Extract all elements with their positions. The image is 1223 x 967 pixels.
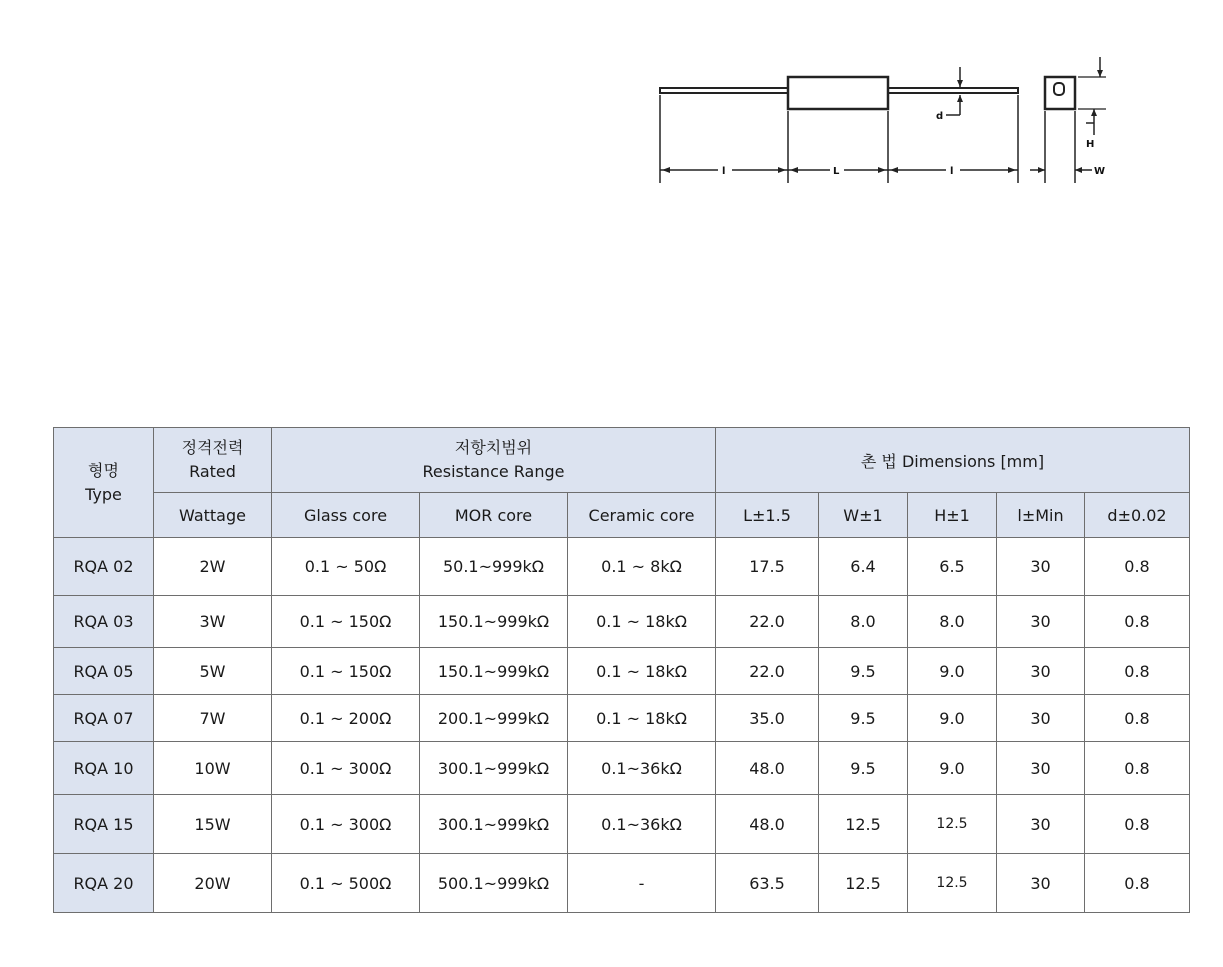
cell-glass-core: 0.1 ~ 150Ω bbox=[272, 648, 420, 695]
cell-l: 30 bbox=[997, 648, 1085, 695]
table-row bbox=[54, 742, 1190, 795]
resistor-dimension-diagram bbox=[650, 55, 1120, 195]
cell-d: 0.8 bbox=[1085, 795, 1190, 854]
cell-W: 12.5 bbox=[819, 854, 908, 913]
header-range-ko: 저항치범위 bbox=[454, 438, 533, 457]
spec-table bbox=[53, 427, 1190, 913]
cell-type: RQA 15 bbox=[54, 795, 154, 854]
cell-wattage: 3W bbox=[154, 596, 272, 648]
cell-mor-core: 200.1~999kΩ bbox=[420, 695, 568, 742]
cell-L: 63.5 bbox=[716, 854, 819, 913]
cell-wattage: 15W bbox=[154, 795, 272, 854]
lead-length-left-label: l bbox=[722, 166, 726, 177]
cell-ceramic-core: 0.1 ~ 18kΩ bbox=[568, 596, 716, 648]
cell-mor-core: 50.1~999kΩ bbox=[420, 538, 568, 596]
cell-type: RQA 03 bbox=[54, 596, 154, 648]
cell-H: 9.0 bbox=[908, 742, 997, 795]
cell-ceramic-core: 0.1 ~ 18kΩ bbox=[568, 695, 716, 742]
cell-H: 12.5 bbox=[908, 795, 997, 854]
cell-W: 9.5 bbox=[819, 648, 908, 695]
cell-H: 12.5 bbox=[908, 854, 997, 913]
cell-d: 0.8 bbox=[1085, 648, 1190, 695]
cell-wattage: 20W bbox=[154, 854, 272, 913]
cell-mor-core: 150.1~999kΩ bbox=[420, 648, 568, 695]
header-wattage-en-2: Wattage bbox=[154, 493, 272, 538]
header-mor-core: MOR core bbox=[420, 493, 568, 538]
header-wattage-en-1: Rated bbox=[189, 462, 236, 481]
header-l: l±Min bbox=[997, 493, 1085, 538]
cell-glass-core: 0.1 ~ 150Ω bbox=[272, 596, 420, 648]
header-type-en: Type bbox=[85, 484, 122, 504]
header-wattage bbox=[154, 428, 272, 493]
cell-l: 30 bbox=[997, 795, 1085, 854]
cell-d: 0.8 bbox=[1085, 538, 1190, 596]
cell-type: RQA 10 bbox=[54, 742, 154, 795]
resistor-drawing bbox=[650, 55, 1120, 195]
cell-mor-core: 150.1~999kΩ bbox=[420, 596, 568, 648]
cell-type: RQA 20 bbox=[54, 854, 154, 913]
cell-W: 9.5 bbox=[819, 695, 908, 742]
cell-l: 30 bbox=[997, 854, 1085, 913]
header-ceramic-core: Ceramic core bbox=[568, 493, 716, 538]
cell-W: 8.0 bbox=[819, 596, 908, 648]
cell-d: 0.8 bbox=[1085, 695, 1190, 742]
header-W: W±1 bbox=[819, 493, 908, 538]
cell-W: 6.4 bbox=[819, 538, 908, 596]
cell-ceramic-core: 0.1 ~ 18kΩ bbox=[568, 648, 716, 695]
cell-l: 30 bbox=[997, 742, 1085, 795]
end-view-lead bbox=[1054, 83, 1064, 95]
cell-H: 9.0 bbox=[908, 695, 997, 742]
height-label: H bbox=[1086, 139, 1095, 150]
cell-d: 0.8 bbox=[1085, 854, 1190, 913]
cell-wattage: 5W bbox=[154, 648, 272, 695]
cell-l: 30 bbox=[997, 538, 1085, 596]
cell-mor-core: 300.1~999kΩ bbox=[420, 795, 568, 854]
cell-type: RQA 05 bbox=[54, 648, 154, 695]
header-dimensions: 촌 법 Dimensions [mm] bbox=[716, 428, 1190, 493]
cell-mor-core: 300.1~999kΩ bbox=[420, 742, 568, 795]
cell-glass-core: 0.1 ~ 500Ω bbox=[272, 854, 420, 913]
cell-L: 22.0 bbox=[716, 648, 819, 695]
cell-W: 12.5 bbox=[819, 795, 908, 854]
cell-L: 22.0 bbox=[716, 596, 819, 648]
cell-ceramic-core: - bbox=[568, 854, 716, 913]
cell-type: RQA 07 bbox=[54, 695, 154, 742]
cell-ceramic-core: 0.1~36kΩ bbox=[568, 742, 716, 795]
resistor-body bbox=[788, 77, 888, 109]
cell-H: 8.0 bbox=[908, 596, 997, 648]
cell-glass-core: 0.1 ~ 300Ω bbox=[272, 795, 420, 854]
diameter-label: d bbox=[936, 111, 944, 122]
body-length-label: L bbox=[833, 166, 840, 177]
header-range-en: Resistance Range bbox=[422, 462, 565, 481]
table-row bbox=[54, 795, 1190, 854]
header-d: d±0.02 bbox=[1085, 493, 1190, 538]
table-row bbox=[54, 695, 1190, 742]
header-type-ko: 형명 bbox=[88, 460, 119, 480]
cell-glass-core: 0.1 ~ 300Ω bbox=[272, 742, 420, 795]
table-row bbox=[54, 854, 1190, 913]
cell-glass-core: 0.1 ~ 200Ω bbox=[272, 695, 420, 742]
header-wattage-ko: 정격전력 bbox=[181, 438, 244, 457]
left-lead bbox=[660, 88, 790, 93]
cell-ceramic-core: 0.1 ~ 8kΩ bbox=[568, 538, 716, 596]
cell-mor-core: 500.1~999kΩ bbox=[420, 854, 568, 913]
lead-length-right-label: l bbox=[950, 166, 954, 177]
cell-wattage: 2W bbox=[154, 538, 272, 596]
cell-l: 30 bbox=[997, 596, 1085, 648]
cell-L: 48.0 bbox=[716, 795, 819, 854]
cell-l: 30 bbox=[997, 695, 1085, 742]
cell-H: 9.0 bbox=[908, 648, 997, 695]
cell-wattage: 10W bbox=[154, 742, 272, 795]
table-row bbox=[54, 648, 1190, 695]
cell-ceramic-core: 0.1~36kΩ bbox=[568, 795, 716, 854]
cell-W: 9.5 bbox=[819, 742, 908, 795]
cell-wattage: 7W bbox=[154, 695, 272, 742]
header-resistance-range bbox=[272, 428, 716, 493]
cell-H: 6.5 bbox=[908, 538, 997, 596]
cell-type: RQA 02 bbox=[54, 538, 154, 596]
header-glass-core: Glass core bbox=[272, 493, 420, 538]
header-H: H±1 bbox=[908, 493, 997, 538]
right-lead bbox=[888, 88, 1018, 93]
cell-d: 0.8 bbox=[1085, 596, 1190, 648]
width-label: W bbox=[1094, 166, 1106, 177]
cell-d: 0.8 bbox=[1085, 742, 1190, 795]
table-row bbox=[54, 596, 1190, 648]
cell-L: 48.0 bbox=[716, 742, 819, 795]
header-type bbox=[54, 428, 154, 538]
header-L: L±1.5 bbox=[716, 493, 819, 538]
cell-L: 17.5 bbox=[716, 538, 819, 596]
cell-L: 35.0 bbox=[716, 695, 819, 742]
cell-glass-core: 0.1 ~ 50Ω bbox=[272, 538, 420, 596]
table-row bbox=[54, 538, 1190, 596]
